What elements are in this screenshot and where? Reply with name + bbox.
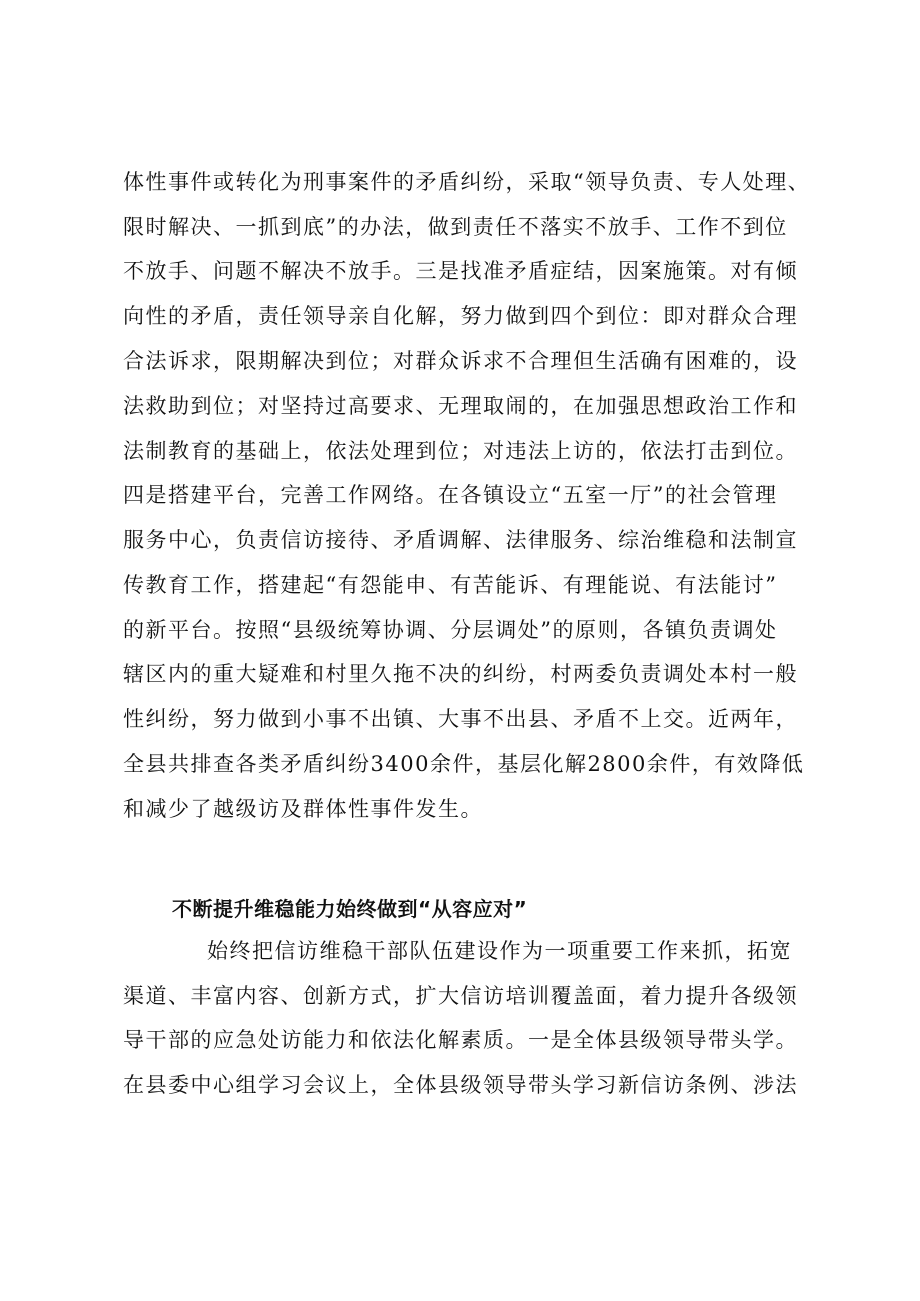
body-text-line: 服务中心，负责信访接待、矛盾调解、法律服务、综治维稳和法制宣 bbox=[123, 528, 798, 552]
body-text-line: 在县委中心组学习会议上，全体县级领导带头学习新信访条例、涉法 bbox=[123, 1073, 798, 1097]
body-text-line: 全县共排查各类矛盾纠纷3400余件，基层化解2800余件，有效降低 bbox=[123, 752, 805, 776]
body-text-line: 始终把信访维稳干部队伍建设作为一项重要工作来抓，拓宽 bbox=[207, 939, 792, 963]
body-text-line: 性纠纷，努力做到小事不出镇、大事不出县、矛盾不上交。近两年， bbox=[123, 707, 798, 731]
body-text-line: 四是搭建平台，完善工作网络。在各镇设立“五室一厅”的社会管理 bbox=[123, 483, 778, 507]
body-text-line: 体性事件或转化为刑事案件的矛盾纠纷，采取“领导负责、专人处理、 bbox=[123, 170, 811, 194]
body-text-line: 辖区内的重大疑难和村里久拖不决的纠纷，村两委负责调处本村一般 bbox=[123, 662, 798, 686]
body-text-line: 渠道、丰富内容、创新方式，扩大信访培训覆盖面，着力提升各级领 bbox=[123, 984, 798, 1008]
body-text-line: 法制教育的基础上，依法处理到位；对违法上访的，依法打击到位。 bbox=[123, 439, 798, 463]
body-text-line: 向性的矛盾，责任领导亲自化解，努力做到四个到位：即对群众合理 bbox=[123, 304, 798, 328]
body-text-line: 不放手、问题不解决不放手。三是找准矛盾症结，因案施策。对有倾 bbox=[123, 259, 798, 283]
body-text-line: 传教育工作，搭建起“有怨能申、有苦能诉、有理能说、有法能讨” bbox=[123, 573, 778, 597]
body-text-line: 合法诉求，限期解决到位；对群众诉求不合理但生活确有困难的，设 bbox=[123, 349, 798, 373]
body-text-line: 的新平台。按照“县级统筹协调、分层调处”的原则，各镇负责调处 bbox=[123, 618, 778, 642]
body-text-line: 法救助到位；对坚持过高要求、无理取闹的，在加强思想政治工作和 bbox=[123, 394, 798, 418]
body-text-line: 和减少了越级访及群体性事件发生。 bbox=[123, 797, 483, 821]
section-heading: 不断提升维稳能力始终做到“从容应对” bbox=[172, 897, 528, 921]
body-text-line: 限时解决、一抓到底”的办法，做到责任不落实不放手、工作不到位 bbox=[123, 215, 788, 239]
body-text-line: 导干部的应急处访能力和依法化解素质。一是全体县级领导带头学。 bbox=[123, 1028, 798, 1052]
